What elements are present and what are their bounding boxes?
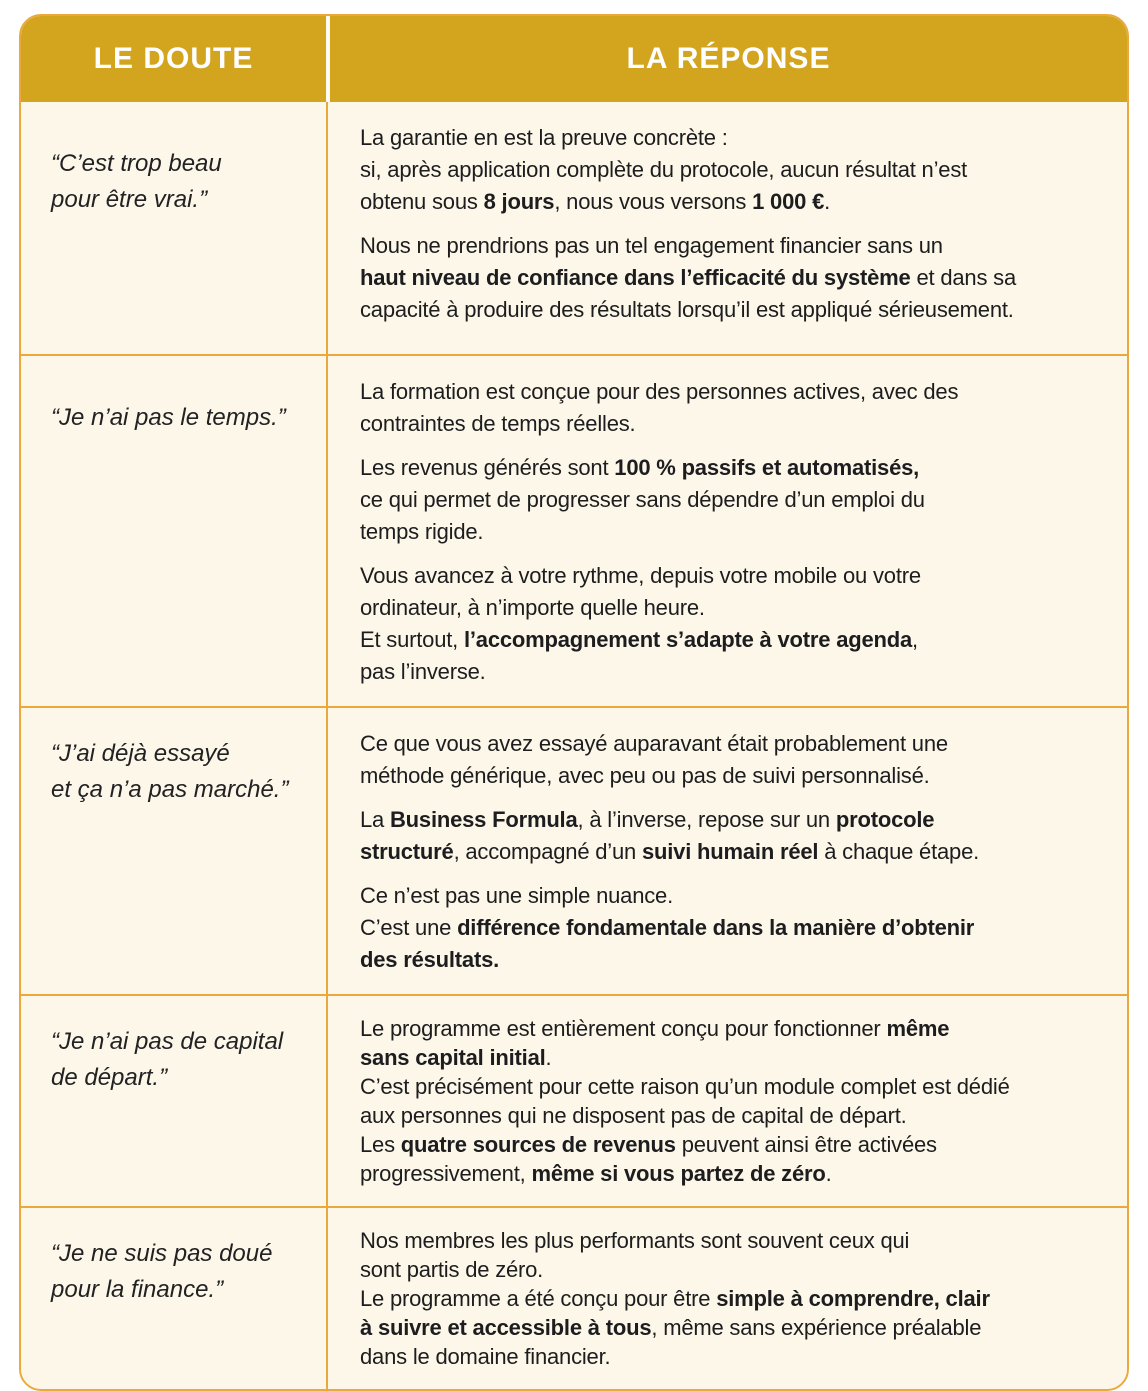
- doubt-cell: [21, 996, 328, 1206]
- doubt-quote: “Je n’ai pas de capital de départ.”: [51, 1028, 284, 1091]
- response-paragraph: Nos membres les plus performants sont souvent ceux qui sont partis de zéro. Le programme a été conçu pour être simple à comprendre, clair à suivre et accessible à tous, même sans expérience préalable dans le domaine financier.: [360, 1228, 990, 1369]
- doubt-cell: [21, 1208, 328, 1389]
- response-cell: [328, 708, 1127, 994]
- doubt-cell: [21, 708, 328, 994]
- response-paragraph: Les revenus générés sont 100 % passifs et automatisés, ce qui permet de progresser sans dépendre d’un emploi du temps rigide.: [360, 455, 925, 544]
- table-row: [21, 706, 1127, 994]
- table-row: [21, 1206, 1127, 1389]
- response-paragraph: La formation est conçue pour des personnes actives, avec des contraintes de temps réelles.: [360, 379, 959, 436]
- table-body: [21, 102, 1127, 1389]
- response-cell: [328, 356, 1127, 706]
- doubt-quote: “C’est trop beau pour être vrai.”: [51, 150, 222, 213]
- response-cell: [328, 1208, 1127, 1389]
- table-row: [21, 102, 1127, 354]
- response-paragraph: Ce que vous avez essayé auparavant était probablement une méthode générique, avec peu ou pas de suivi personnalisé.: [360, 731, 948, 788]
- table-header: [21, 16, 1127, 102]
- header-doubt: [21, 16, 326, 102]
- doubt-quote: “J’ai déjà essayé et ça n’a pas marché.”: [51, 740, 289, 803]
- response-paragraph: Nous ne prendrions pas un tel engagement financier sans un haut niveau de confiance dans l’efficacité du système et dans sa capacité à produire des résultats lorsqu’il est appliqué sérieusement.: [360, 233, 1017, 322]
- doubt-cell: [21, 356, 328, 706]
- response-cell: [328, 996, 1127, 1206]
- response-paragraph: Vous avancez à votre rythme, depuis votre mobile ou votre ordinateur, à n’importe quelle heure. Et surtout, l’accompagnement s’adapte à votre agenda, pas l’inverse.: [360, 563, 921, 684]
- doubt-cell: [21, 102, 328, 354]
- response-paragraph: La Business Formula, à l’inverse, repose sur un protocole structuré, accompagné d’un suivi humain réel à chaque étape.: [360, 807, 980, 864]
- doubt-quote: “Je n’ai pas le temps.”: [51, 404, 286, 431]
- header-doubt-label: LE DOUTE: [93, 42, 254, 75]
- header-response-label: LA RÉPONSE: [626, 42, 831, 75]
- response-paragraph: Ce n’est pas une simple nuance. C’est une différence fondamentale dans la manière d’obtenir des résultats.: [360, 883, 975, 972]
- table-row: [21, 994, 1127, 1206]
- response-paragraph: Le programme est entièrement conçu pour fonctionner même sans capital initial. C’est précisément pour cette raison qu’un module complet est dédié aux personnes qui ne disposent pas de capital de départ. Les quatre sources de revenus peuvent ainsi être activées progressivement, même si vous partez de zéro.: [360, 1016, 1010, 1186]
- header-response: [330, 16, 1127, 102]
- response-cell: [328, 102, 1127, 354]
- response-paragraph: La garantie en est la preuve concrète : si, après application complète du protocole, aucun résultat n’est obtenu sous 8 jours, nous vous versons 1 000 €.: [360, 125, 968, 214]
- doubt-quote: “Je ne suis pas doué pour la finance.”: [51, 1240, 273, 1303]
- objections-table: [19, 14, 1129, 1391]
- table-row: [21, 354, 1127, 706]
